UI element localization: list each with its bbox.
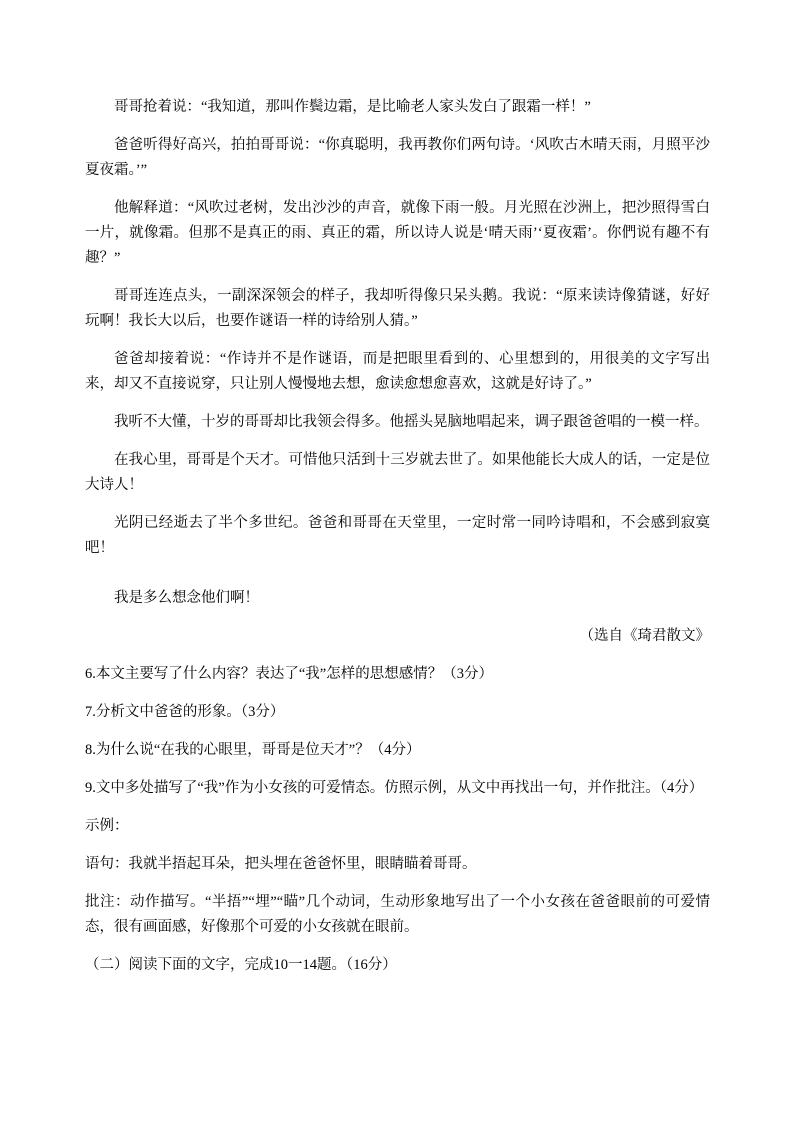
story-paragraph-2: 爸爸听得好高兴，拍拍哥哥说：“你真聪明，我再教你们两句诗。‘风吹古木晴天雨，月照平沙夏夜霜。’” <box>85 137 710 178</box>
document-content <box>85 95 710 991</box>
question-7: 7.分析文中爸爸的形象。（3分） <box>85 704 285 720</box>
source-attribution: （选自《琦君散文》 <box>579 628 710 644</box>
story-paragraph-9: 我是多么想念他们啊！ <box>114 590 259 606</box>
story-paragraph-3: 他解释道：“风吹过老树，发出沙沙的声音，就像下雨一般。月光照在沙洲上，把沙照得雪白一片，就像霜。但那不是真正的雨、真正的霜，所以诗人说是‘晴天雨’‘夏夜霜’。你們说有趣不有趣？” <box>85 200 710 266</box>
story-paragraph-4: 哥哥连连点头，一副深深领会的样子，我却听得像只呆头鹅。我说：“原来读诗像猜谜，好好玩啊！我长大以后，也要作谜语一样的诗给别人猜。” <box>85 288 710 329</box>
example-sentence: 语句：我就半捂起耳朵，把头埋在爸爸怀里，眼睛瞄着哥哥。 <box>85 856 477 872</box>
section-2-header: （二）阅读下面的文字，完成10一14题。（16分） <box>85 957 397 973</box>
question-8: 8.为什么说“在我的心眼里，哥哥是位天才”？（4分） <box>85 742 421 758</box>
question-6: 6.本文主要写了什么内容？表达了“我”怎样的思想感情？（3分） <box>85 666 493 682</box>
story-paragraph-6: 我听不大懂，十岁的哥哥却比我领会得多。他摇头晃脑地唱起来，调子跟爸爸唱的一模一样。 <box>114 414 709 430</box>
story-paragraph-7: 在我心里，哥哥是个天才。可惜他只活到十三岁就去世了。如果他能长大成人的话，一定是位大诗人！ <box>85 452 710 493</box>
example-annotation: 批注：动作描写。“半捂”“埋”“瞄”几个动词，生动形象地写出了一个小女孩在爸爸眼前的可爱情态，很有画面感，好像那个可爱的小女孩就在眼前。 <box>85 894 710 935</box>
story-paragraph-8: 光阴已经逝去了半个多世纪。爸爸和哥哥在天堂里，一定时常一同吟诗唱和，不会感到寂寞吧！ <box>85 515 710 556</box>
example-label: 示例： <box>85 818 129 834</box>
story-paragraph-5: 爸爸却接着说：“作诗并不是作谜语，而是把眼里看到的、心里想到的，用很美的文字写出来，却又不直接说穿，只让别人慢慢地去想，愈读愈想愈喜欢，这就是好诗了。” <box>85 351 710 392</box>
question-9: 9.文中多处描写了“我”作为小女孩的可爱情态。仿照示例，从文中再找出一句，并作批注。（4分） <box>85 780 704 796</box>
story-paragraph-1: 哥哥抢着说：“我知道，那叫作鬓边霜，是比喻老人家头发白了跟霜一样！” <box>114 99 591 115</box>
